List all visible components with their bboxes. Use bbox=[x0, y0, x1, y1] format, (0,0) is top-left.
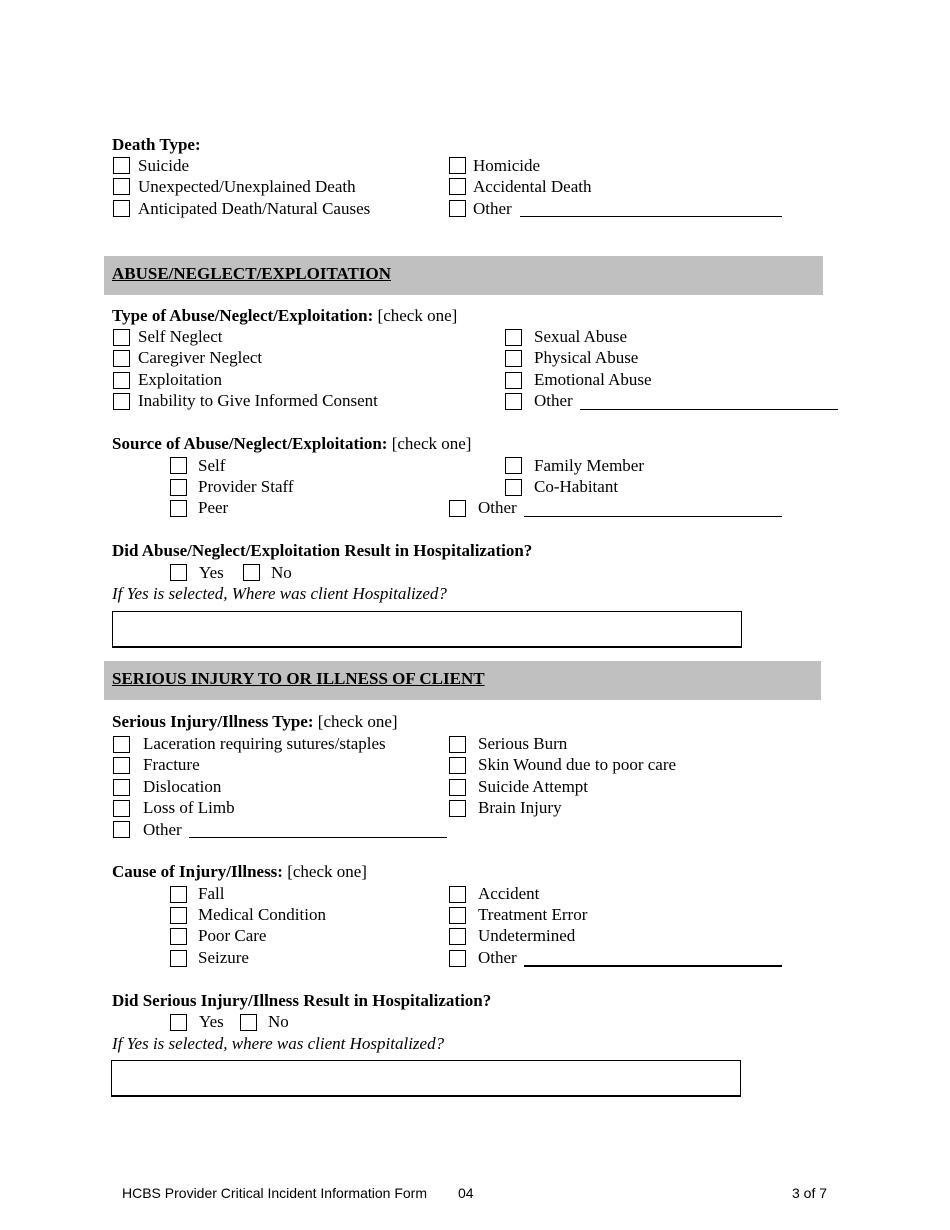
label-source-other: Other bbox=[478, 498, 517, 517]
label-exploitation: Exploitation bbox=[138, 370, 223, 389]
checkbox-anticipated-death[interactable] bbox=[113, 200, 130, 217]
label-undetermined: Undetermined bbox=[478, 926, 576, 945]
death-type-heading: Death Type: bbox=[112, 135, 201, 154]
abuse-section-title: ABUSE/NEGLECT/EXPLOITATION bbox=[112, 264, 391, 283]
injury-other-line[interactable] bbox=[189, 837, 447, 838]
checkbox-dislocation[interactable] bbox=[113, 779, 130, 796]
injury-type-heading-row bbox=[112, 712, 398, 732]
abuse-type-heading: Type of Abuse/Neglect/Exploitation: bbox=[112, 306, 374, 325]
checkbox-injury-other[interactable] bbox=[113, 821, 130, 838]
label-abuse-hosp-no: No bbox=[271, 563, 292, 582]
checkbox-seizure[interactable] bbox=[170, 950, 187, 967]
label-fracture: Fracture bbox=[143, 755, 200, 774]
checkbox-accident[interactable] bbox=[449, 886, 466, 903]
checkbox-abuse-other[interactable] bbox=[505, 393, 522, 410]
injury-section-band bbox=[104, 661, 821, 700]
label-serious-burn: Serious Burn bbox=[478, 734, 568, 753]
checkbox-death-other[interactable] bbox=[449, 200, 466, 217]
checkbox-undetermined[interactable] bbox=[449, 928, 466, 945]
label-physical-abuse: Physical Abuse bbox=[534, 348, 639, 367]
injury-hosp-question: Did Serious Injury/Illness Result in Hospitalization? bbox=[112, 991, 492, 1010]
checkbox-source-co-habitant[interactable] bbox=[505, 479, 522, 496]
label-sexual-abuse: Sexual Abuse bbox=[534, 327, 628, 346]
label-poor-care: Poor Care bbox=[198, 926, 267, 945]
abuse-other-line[interactable] bbox=[580, 409, 838, 410]
cause-note: [check one] bbox=[287, 862, 367, 881]
checkbox-suicide[interactable] bbox=[113, 157, 130, 174]
abuse-type-note: [check one] bbox=[377, 306, 458, 325]
checkbox-source-provider-staff[interactable] bbox=[170, 479, 187, 496]
checkbox-skin-wound[interactable] bbox=[449, 757, 466, 774]
abuse-section-band bbox=[104, 256, 823, 295]
label-injury-hosp-yes: Yes bbox=[199, 1012, 224, 1031]
label-accident: Accident bbox=[478, 884, 540, 903]
checkbox-injury-hosp-yes[interactable] bbox=[170, 1014, 187, 1031]
label-abuse-hosp-yes: Yes bbox=[199, 563, 224, 582]
cause-other-line[interactable] bbox=[524, 965, 782, 967]
label-cause-other: Other bbox=[478, 948, 517, 967]
label-accidental-death: Accidental Death bbox=[473, 177, 592, 196]
checkbox-caregiver-neglect[interactable] bbox=[113, 350, 130, 367]
checkbox-source-other[interactable] bbox=[449, 500, 466, 517]
label-medical-condition: Medical Condition bbox=[198, 905, 326, 924]
label-skin-wound: Skin Wound due to poor care bbox=[478, 755, 677, 774]
checkbox-suicide-attempt[interactable] bbox=[449, 779, 466, 796]
checkbox-treatment-error[interactable] bbox=[449, 907, 466, 924]
label-suicide: Suicide bbox=[138, 156, 189, 175]
label-emotional-abuse: Emotional Abuse bbox=[534, 370, 652, 389]
checkbox-sexual-abuse[interactable] bbox=[505, 329, 522, 346]
label-treatment-error: Treatment Error bbox=[478, 905, 588, 924]
abuse-hosp-question: Did Abuse/Neglect/Exploitation Result in Hospitalization? bbox=[112, 541, 533, 560]
label-death-other: Other bbox=[473, 199, 512, 218]
label-injury-hosp-no: No bbox=[268, 1012, 289, 1031]
label-seizure: Seizure bbox=[198, 948, 249, 967]
label-self-neglect: Self Neglect bbox=[138, 327, 223, 346]
label-anticipated-death: Anticipated Death/Natural Causes bbox=[138, 199, 371, 218]
injury-hosp-followup: If Yes is selected, where was client Hospitalized? bbox=[112, 1034, 445, 1053]
death-other-line[interactable] bbox=[520, 216, 782, 217]
label-caregiver-neglect: Caregiver Neglect bbox=[138, 348, 263, 367]
label-unexpected-death: Unexpected/Unexplained Death bbox=[138, 177, 356, 196]
checkbox-injury-hosp-no[interactable] bbox=[240, 1014, 257, 1031]
checkbox-poor-care[interactable] bbox=[170, 928, 187, 945]
checkbox-fall[interactable] bbox=[170, 886, 187, 903]
label-source-co-habitant: Co-Habitant bbox=[534, 477, 619, 496]
abuse-source-heading: Source of Abuse/Neglect/Exploitation: bbox=[112, 434, 388, 453]
label-source-family-member: Family Member bbox=[534, 456, 645, 475]
cause-heading-row bbox=[112, 862, 367, 882]
checkbox-self-neglect[interactable] bbox=[113, 329, 130, 346]
checkbox-serious-burn[interactable] bbox=[449, 736, 466, 753]
footer-form-name: HCBS Provider Critical Incident Information Form bbox=[122, 1185, 427, 1201]
checkbox-inability-consent[interactable] bbox=[113, 393, 130, 410]
abuse-source-heading-row bbox=[112, 434, 471, 454]
abuse-hosp-followup: If Yes is selected, Where was client Hospitalized? bbox=[112, 584, 447, 603]
checkbox-source-peer[interactable] bbox=[170, 500, 187, 517]
label-brain-injury: Brain Injury bbox=[478, 798, 562, 817]
checkbox-unexpected-death[interactable] bbox=[113, 178, 130, 195]
checkbox-source-self[interactable] bbox=[170, 457, 187, 474]
checkbox-abuse-hosp-no[interactable] bbox=[243, 564, 260, 581]
injury-type-heading: Serious Injury/Illness Type: bbox=[112, 712, 314, 731]
footer-page-number: 3 of 7 bbox=[792, 1185, 828, 1201]
label-laceration: Laceration requiring sutures/staples bbox=[143, 734, 386, 753]
label-inability-consent: Inability to Give Informed Consent bbox=[138, 391, 378, 410]
abuse-type-heading-row bbox=[112, 306, 457, 326]
checkbox-emotional-abuse[interactable] bbox=[505, 372, 522, 389]
injury-section-title: SERIOUS INJURY TO OR ILLNESS OF CLIENT bbox=[112, 669, 485, 688]
checkbox-medical-condition[interactable] bbox=[170, 907, 187, 924]
checkbox-physical-abuse[interactable] bbox=[505, 350, 522, 367]
checkbox-fracture[interactable] bbox=[113, 757, 130, 774]
label-fall: Fall bbox=[198, 884, 225, 903]
checkbox-loss-of-limb[interactable] bbox=[113, 800, 130, 817]
label-abuse-other: Other bbox=[534, 391, 573, 410]
abuse-source-note: [check one] bbox=[391, 434, 472, 453]
checkbox-accidental-death[interactable] bbox=[449, 178, 466, 195]
source-other-line[interactable] bbox=[524, 516, 782, 517]
checkbox-cause-other[interactable] bbox=[449, 950, 466, 967]
label-source-provider-staff: Provider Staff bbox=[198, 477, 294, 496]
label-loss-of-limb: Loss of Limb bbox=[143, 798, 235, 817]
injury-hospital-input[interactable] bbox=[111, 1060, 741, 1097]
label-injury-other: Other bbox=[143, 820, 182, 839]
footer-form-number: 04 bbox=[458, 1185, 474, 1201]
label-suicide-attempt: Suicide Attempt bbox=[478, 777, 589, 796]
cause-heading: Cause of Injury/Illness: bbox=[112, 862, 283, 881]
checkbox-brain-injury[interactable] bbox=[449, 800, 466, 817]
checkbox-laceration[interactable] bbox=[113, 736, 130, 753]
injury-type-note: [check one] bbox=[317, 712, 398, 731]
checkbox-abuse-hosp-yes[interactable] bbox=[170, 564, 187, 581]
label-source-self: Self bbox=[198, 456, 226, 475]
label-source-peer: Peer bbox=[198, 498, 229, 517]
abuse-hospital-input[interactable] bbox=[112, 611, 742, 648]
checkbox-source-family-member[interactable] bbox=[505, 457, 522, 474]
checkbox-exploitation[interactable] bbox=[113, 372, 130, 389]
checkbox-homicide[interactable] bbox=[449, 157, 466, 174]
label-homicide: Homicide bbox=[473, 156, 541, 175]
label-dislocation: Dislocation bbox=[143, 777, 222, 796]
